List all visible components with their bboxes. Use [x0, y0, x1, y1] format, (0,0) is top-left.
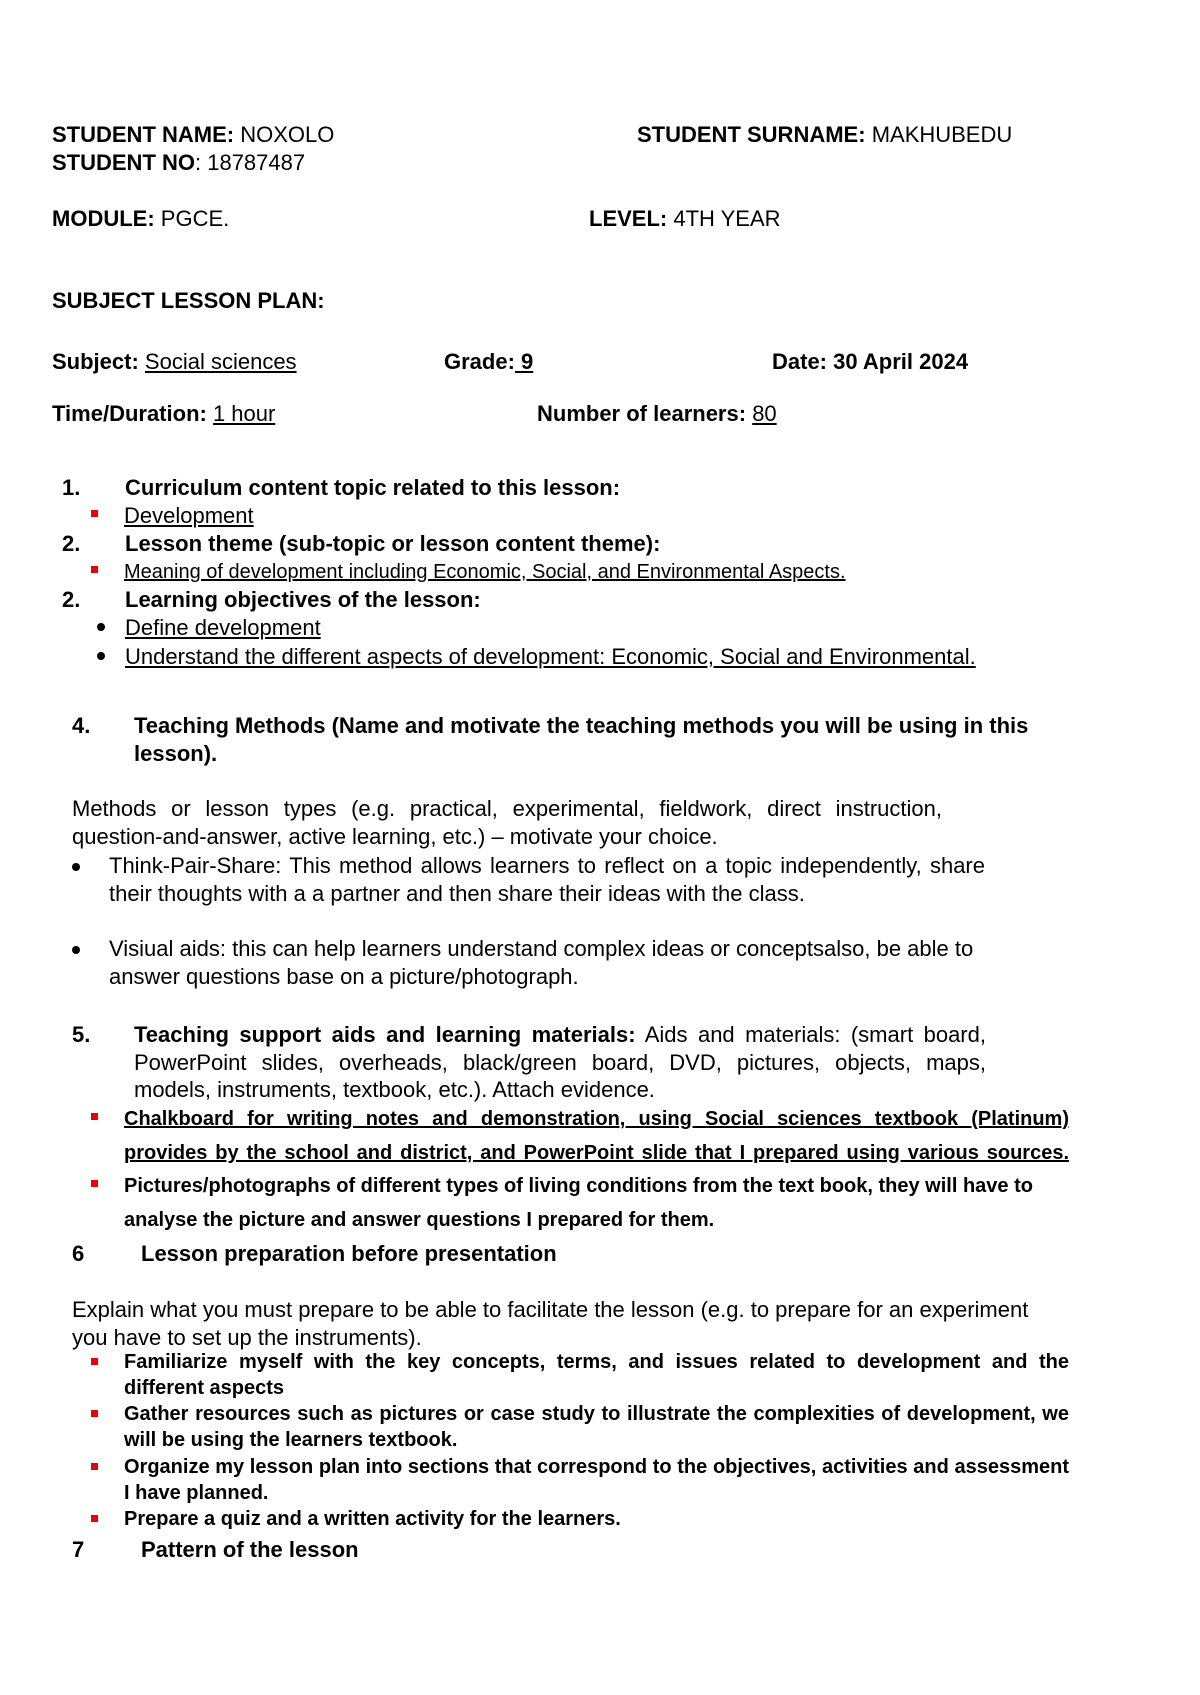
- student-no-row: [52, 150, 305, 176]
- red-square-bullet-icon: [91, 1358, 98, 1365]
- student-surname-label: STUDENT SURNAME:: [637, 122, 866, 147]
- section-2-number: 2.: [62, 531, 81, 556]
- level-row: [589, 206, 781, 232]
- red-square-bullet-icon: [91, 1515, 98, 1522]
- section-4-number: 4.: [72, 713, 91, 738]
- section-6-number: 6: [72, 1241, 85, 1266]
- date-row: [772, 349, 968, 375]
- level-label: LEVEL:: [589, 206, 668, 231]
- section-6-item-4: Prepare a quiz and a written activity for the learners.: [124, 1508, 621, 1530]
- section-2-title: Lesson theme (sub-topic or lesson content theme):: [125, 531, 661, 556]
- section-2-item: Meaning of development including Economic, Social, and Environmental Aspects.: [124, 561, 846, 583]
- student-no-value: : 18787487: [195, 150, 306, 175]
- module-label: MODULE:: [52, 206, 155, 231]
- section-6-title: Lesson preparation before presentation: [141, 1241, 557, 1266]
- section-1-title: Curriculum content topic related to this lesson:: [125, 475, 621, 500]
- grade-value: 9: [514, 349, 534, 374]
- grade-label: Grade:: [444, 349, 515, 374]
- red-square-bullet-icon: [91, 510, 98, 517]
- section-6-intro: Explain what you must prepare to be able to facilitate the lesson (e.g. to prepare for an experiment you have to set up the instruments).: [72, 1297, 1029, 1350]
- section-1-number: 1.: [62, 475, 81, 500]
- subject-lesson-plan-heading: SUBJECT LESSON PLAN:: [52, 288, 325, 313]
- student-no-label: STUDENT NO: [52, 150, 195, 175]
- section-5-description: Aids and materials: (smart board, PowerPoint slides, overheads, black/green board, DVD, pictures, objects, maps, models, instruments, textbook, etc.). Attach evidence.: [134, 1022, 986, 1102]
- module-value: PGCE.: [160, 206, 230, 231]
- section-7-title: Pattern of the lesson: [141, 1537, 359, 1562]
- section-5-title: Teaching support aids and learning materials:: [134, 1022, 636, 1047]
- subject-value: Social sciences: [144, 349, 297, 374]
- subject-label: Subject:: [52, 349, 139, 374]
- student-name-label: STUDENT NAME:: [52, 122, 235, 147]
- student-name-row: [52, 122, 334, 148]
- section-5-text: [134, 1021, 986, 1104]
- bullet-dot-icon: [72, 946, 80, 954]
- section-5-item-1: Chalkboard for writing notes and demonstration, using Social sciences textbook (Platinum) provides by the school and district, and PowerPoint slide that I prepared using various sources.: [124, 1108, 1069, 1164]
- red-square-bullet-icon: [91, 1410, 98, 1417]
- red-square-bullet-icon: [91, 1113, 98, 1120]
- bullet-dot-icon: [97, 623, 105, 631]
- section-6-item-3: Organize my lesson plan into sections that correspond to the objectives, activities and assessment I have planned.: [124, 1456, 1069, 1504]
- section-5-number: 5.: [72, 1022, 91, 1047]
- duration-value: 1 hour: [212, 401, 276, 426]
- section-6-item-2: Gather resources such as pictures or case study to illustrate the complexities of development, we will be using the learners textbook.: [124, 1403, 1069, 1451]
- section-5-item-2: Pictures/photographs of different types of living conditions from the text book, they will have to analyse the picture and answer questions I prepared for them.: [124, 1175, 1033, 1231]
- section-objectives-title: Learning objectives of the lesson:: [125, 587, 481, 612]
- section-4-method-2: Visiual aids: this can help learners understand complex ideas or conceptsalso, be able to answer questions base on a picture/photograph.: [109, 936, 974, 989]
- bullet-dot-icon: [97, 652, 105, 660]
- date-label: Date:: [772, 349, 828, 374]
- learners-label: Number of learners:: [537, 401, 747, 426]
- duration-label: Time/Duration:: [52, 401, 207, 426]
- section-objectives-number: 2.: [62, 587, 81, 612]
- student-surname-row: [637, 122, 1012, 148]
- red-square-bullet-icon: [91, 566, 98, 573]
- section-4-method-1: Think-Pair-Share: This method allows learners to reflect on a topic independently, share their thoughts with a a partner and then share their ideas with the class.: [109, 853, 985, 906]
- bullet-dot-icon: [72, 863, 80, 871]
- student-surname-value: MAKHUBEDU: [871, 122, 1013, 147]
- date-value: 30 April 2024: [833, 349, 969, 374]
- objective-item-2: Understand the different aspects of development: Economic, Social and Environmental.: [125, 644, 976, 669]
- section-4-intro: Methods or lesson types (e.g. practical, experimental, fieldwork, direct instruction, question-and-answer, active learning, etc.) – motivate your choice.: [72, 796, 942, 849]
- duration-row: [52, 401, 275, 427]
- red-square-bullet-icon: [91, 1463, 98, 1470]
- level-value: 4TH YEAR: [673, 206, 781, 231]
- grade-row: [444, 349, 533, 375]
- section-6-item-1: Familiarize myself with the key concepts, terms, and issues related to development and the different aspects: [124, 1351, 1069, 1399]
- student-name-value: NOXOLO: [240, 122, 335, 147]
- learners-value: 80: [752, 401, 777, 426]
- learners-row: [537, 401, 777, 427]
- subject-row: [52, 349, 297, 375]
- objective-item-1: Define development: [125, 615, 321, 640]
- section-7-number: 7: [72, 1537, 85, 1562]
- section-4-title: Teaching Methods (Name and motivate the teaching methods you will be using in this lesson).: [134, 713, 1029, 766]
- section-1-item: Development: [124, 503, 254, 528]
- red-square-bullet-icon: [91, 1180, 98, 1187]
- module-row: [52, 206, 229, 232]
